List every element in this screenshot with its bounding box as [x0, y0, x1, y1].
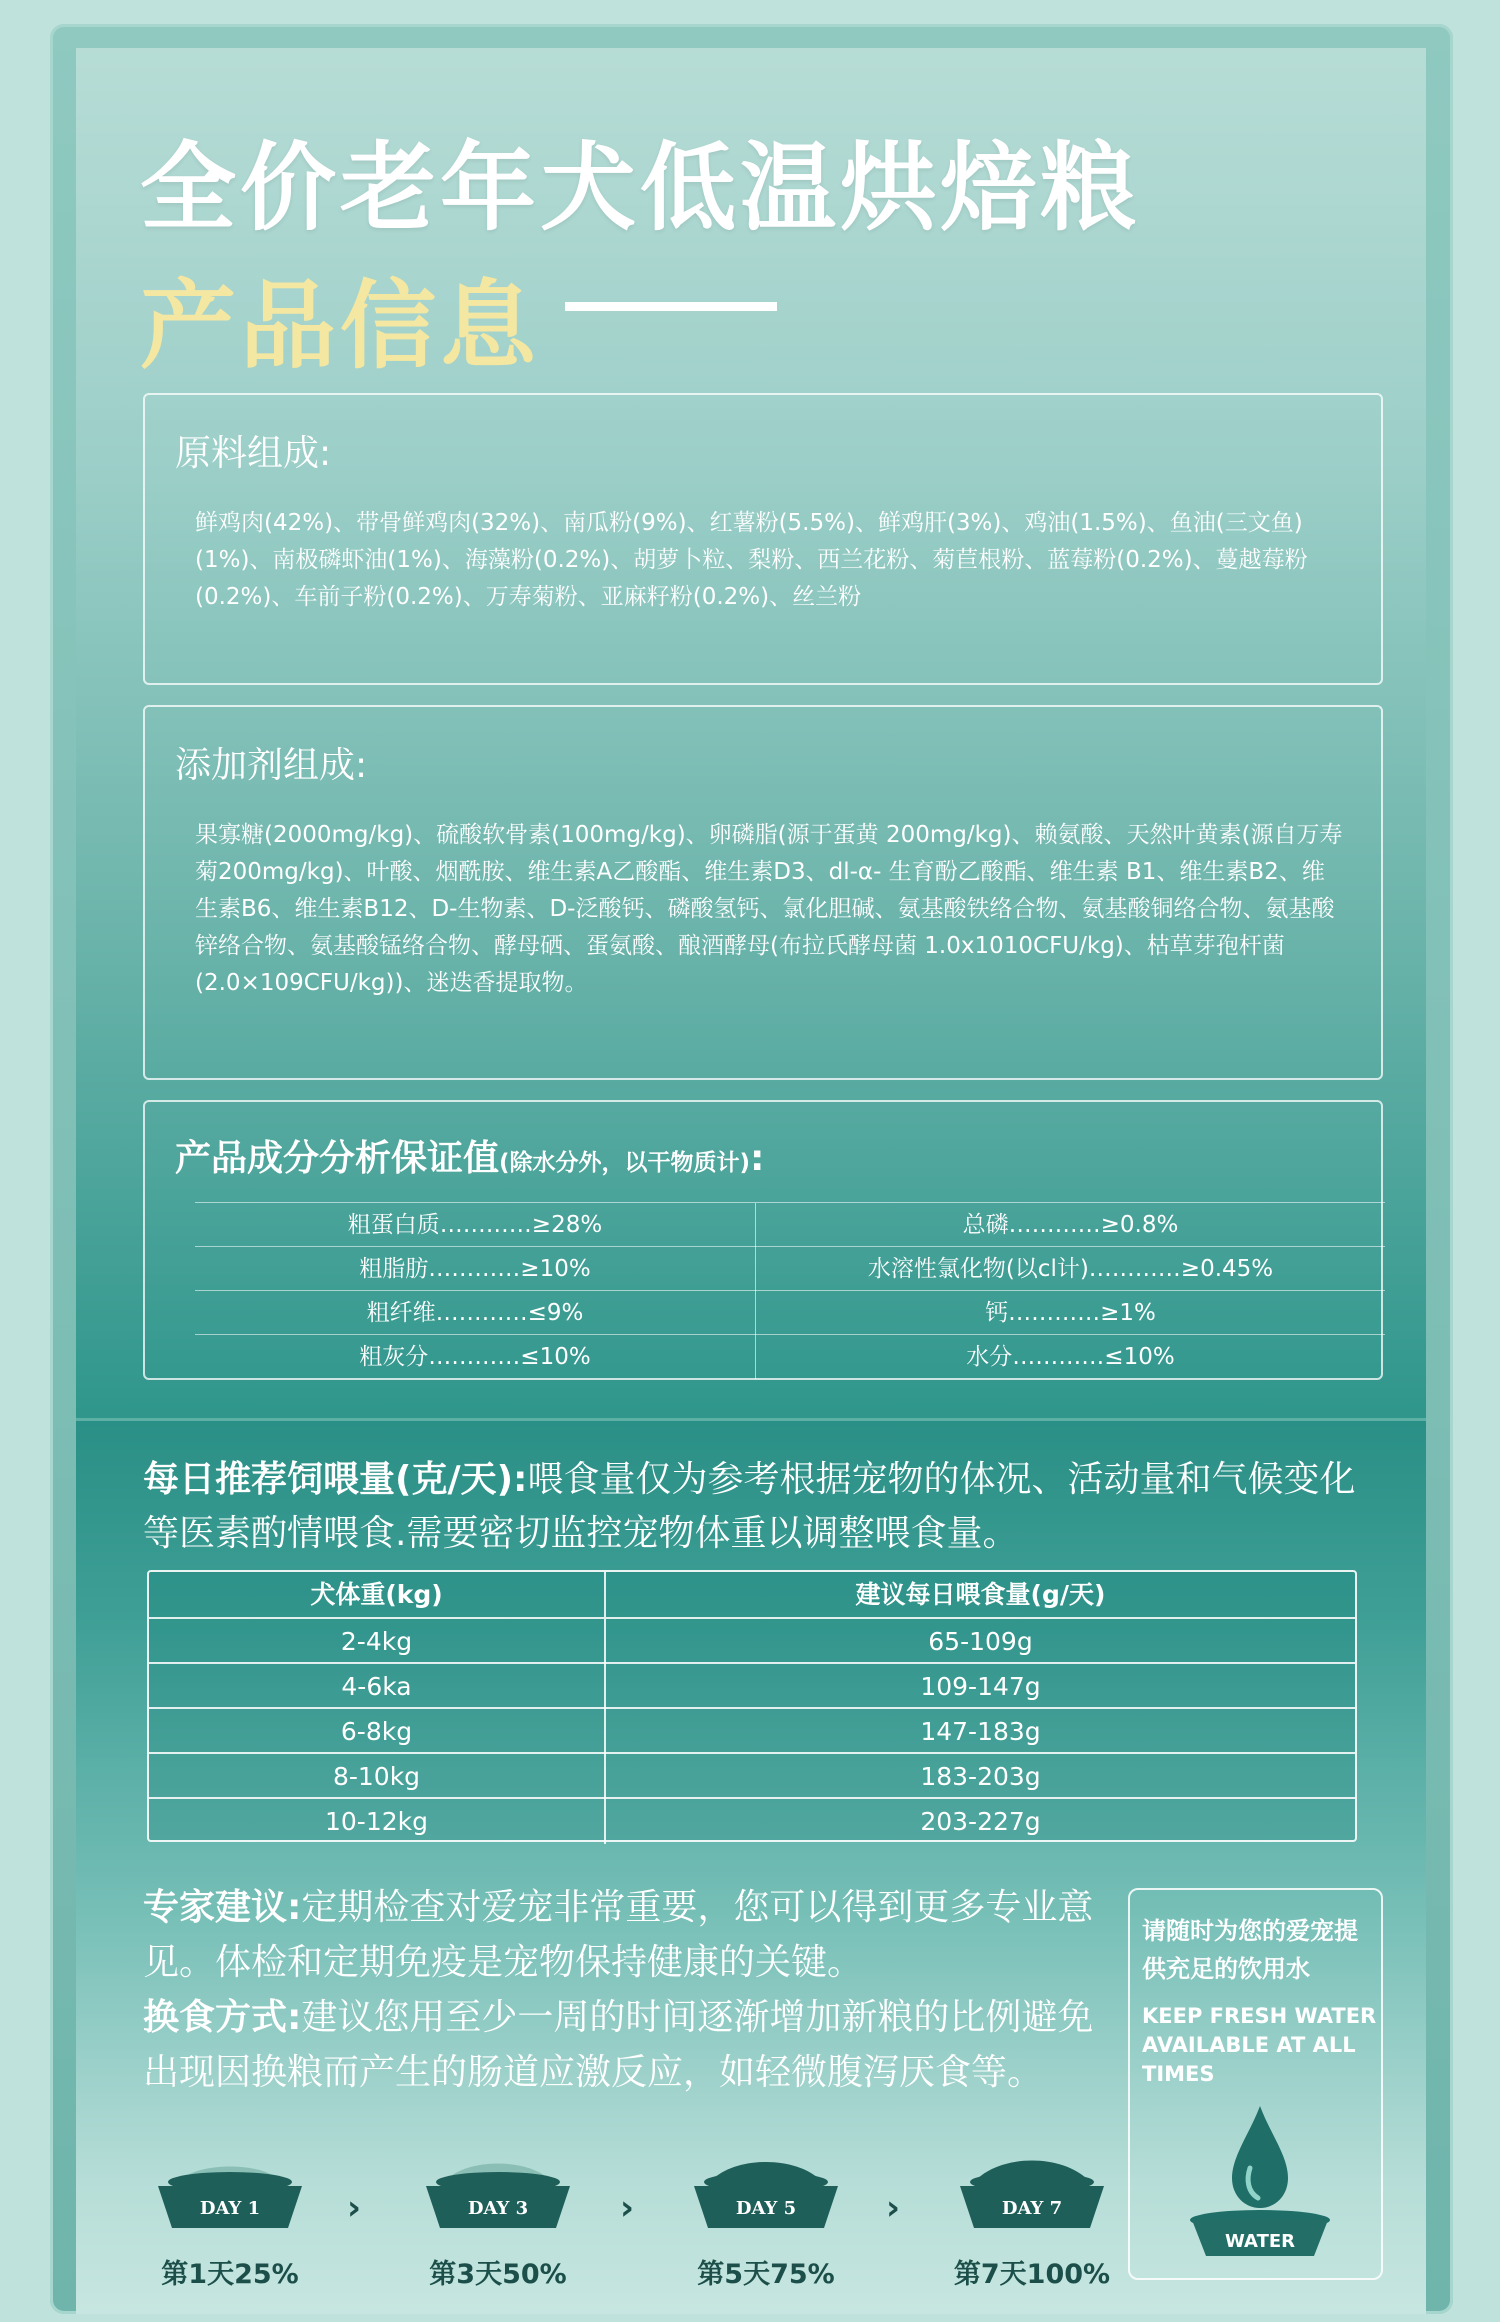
- column-header: 犬体重(kg): [310, 1580, 443, 1609]
- analysis-cell: 总磷…………≥0.8%: [755, 1203, 1385, 1247]
- table-row: [149, 1662, 1355, 1707]
- switch-label: 换食方式:: [143, 1997, 302, 2038]
- arrow-right-icon: ›: [886, 2188, 901, 2228]
- feeding-table-header: [149, 1572, 1355, 1617]
- analysis-cell: 粗蛋白质…………≥28%: [347, 1212, 603, 1238]
- table-row: [149, 1752, 1355, 1797]
- advice-text: [143, 1880, 1103, 2100]
- svg-text:DAY 1: DAY 1: [199, 2198, 261, 2219]
- ingredients-text: 鲜鸡肉(42%)、带骨鲜鸡肉(32%)、南瓜粉(9%)、红薯粉(5.5%)、鲜鸡肝(3%)、鸡油(1.5%)、鱼油(三文鱼)(1%)、南极磷虾油(1%)、海藻粉(0.2%)、胡萝卜粒、梨粉、西兰花粉、菊苣根粉、蓝莓粉(0.2%)、蔓越莓粉(0.2%)、车前子粉(0.2%)、万寿菊粉、亚麻籽粉(0.2%)、丝兰粉: [195, 510, 1308, 610]
- additives-heading: 添加剂组成:: [175, 745, 368, 786]
- expert-text: 定期检查对爱宠非常重要，您可以得到更多专业意见。体检和定期免疫是宠物保持健康的关键。: [143, 1887, 1094, 1983]
- analysis-cell: 水溶性氯化物(以cl计)…………≥0.45%: [755, 1247, 1385, 1291]
- analysis-cell: 粗灰分…………≤10%: [359, 1344, 591, 1370]
- water-reminder-cn: 请随时为您的爱宠提供充足的饮用水: [1142, 1917, 1358, 1983]
- water-reminder-en: KEEP FRESH WATER AVAILABLE AT ALL TIMES: [1142, 2004, 1377, 2086]
- weight-cell: 10-12kg: [325, 1807, 428, 1836]
- water-bowl-icon: [1180, 2098, 1340, 2268]
- section-subtitle: 产品信息: [140, 270, 540, 382]
- analysis-row: [195, 1334, 1385, 1378]
- food-bowl-day1-icon: [150, 2158, 310, 2238]
- switch-text: 建议您用至少一周的时间逐渐增加新粮的比例避免出现因换粮而产生的肠道应激反应，如轻微腹泻厌食等。: [143, 1997, 1094, 2093]
- additives-text: 果寡糖(2000mg/kg)、硫酸软骨素(100mg/kg)、卵磷脂(源于蛋黄 200mg/kg)、赖氨酸、天然叶黄素(源自万寿菊200mg/kg)、叶酸、烟酰胺、维生素A乙酸酯、维生素D3、dl-α- 生育酚乙酸酯、维生素 B1、维生素B2、维生素B6、维生素B12、D-生物素、D-泛酸钙、磷酸氢钙、氯化胆碱、氨基酸铁络合物、氨基酸铜络合物、氨基酸锌络合物、氨基酸锰络合物、酵母硒、蛋氨酸、酿酒酵母(布拉氏酵母菌 1.0x1010CFU/kg)、枯草芽孢杆菌(2.0×109CFU/kg))、迷迭香提取物。: [195, 822, 1343, 996]
- weight-cell: 4-6ka: [341, 1672, 412, 1701]
- water-icon-label: WATER: [1224, 2231, 1296, 2252]
- transition-day5-label: 第5天75%: [697, 2259, 835, 2290]
- analysis-row: [195, 1246, 1385, 1290]
- analysis-cell: 钙…………≥1%: [755, 1291, 1385, 1335]
- food-bowl-day5-icon: [686, 2158, 846, 2238]
- feeding-heading: [143, 1453, 1383, 1561]
- feeding-table: [147, 1570, 1357, 1842]
- amount-cell: 109-147g: [604, 1664, 1355, 1709]
- ingredients-heading: 原料组成:: [175, 433, 332, 474]
- analysis-heading: [175, 1130, 764, 1181]
- amount-cell: 203-227g: [604, 1799, 1355, 1844]
- arrow-right-icon: ›: [347, 2188, 362, 2228]
- analysis-row: [195, 1290, 1385, 1334]
- food-bowl-day7-icon: [952, 2158, 1112, 2238]
- svg-text:DAY 5: DAY 5: [735, 2198, 797, 2219]
- analysis-row: [195, 1202, 1385, 1246]
- arrow-right-icon: ›: [620, 2188, 635, 2228]
- expert-label: 专家建议:: [143, 1887, 302, 1928]
- product-title: 全价老年犬低温烘焙粮: [140, 132, 1140, 244]
- analysis-box: [143, 1100, 1383, 1380]
- transition-day1-label: 第1天25%: [161, 2259, 299, 2290]
- weight-cell: 6-8kg: [340, 1717, 413, 1746]
- ingredients-box: [143, 393, 1383, 685]
- table-row: [149, 1797, 1355, 1842]
- analysis-cell: 粗脂肪…………≥10%: [359, 1256, 591, 1282]
- analysis-cell: 粗纤维…………≤9%: [366, 1300, 584, 1326]
- water-reminder-box: [1128, 1888, 1383, 2280]
- weight-cell: 8-10kg: [332, 1762, 421, 1791]
- column-header: 建议每日喂食量(g/天): [604, 1572, 1355, 1617]
- amount-cell: 65-109g: [604, 1619, 1355, 1664]
- weight-cell: 2-4kg: [340, 1627, 413, 1656]
- food-bowl-day3-icon: [418, 2158, 578, 2238]
- analysis-heading-main: 产品成分分析保证值: [175, 1138, 500, 1179]
- feeding-heading-text: 喂食量仅为参考根据宠物的体况、活动量和气候变化等医素酌情喂食.需要密切监控宠物体重以调整喂食量。: [143, 1459, 1356, 1554]
- svg-text:DAY 3: DAY 3: [467, 2198, 529, 2219]
- svg-text:DAY 7: DAY 7: [1001, 2198, 1063, 2219]
- table-row: [149, 1617, 1355, 1662]
- analysis-table: [195, 1202, 1385, 1380]
- transition-day7-label: 第7天100%: [953, 2259, 1111, 2290]
- additives-box: [143, 705, 1383, 1080]
- analysis-heading-colon: :: [750, 1138, 765, 1179]
- amount-cell: 147-183g: [604, 1709, 1355, 1754]
- feeding-heading-bold: 每日推荐饲喂量(克/天):: [143, 1459, 528, 1500]
- amount-cell: 183-203g: [604, 1754, 1355, 1799]
- table-row: [149, 1707, 1355, 1752]
- analysis-cell: 水分…………≤10%: [755, 1335, 1385, 1379]
- transition-day3-label: 第3天50%: [429, 2259, 567, 2290]
- subtitle-underline: [565, 302, 777, 311]
- analysis-heading-note: (除水分外，以干物质计): [499, 1150, 751, 1176]
